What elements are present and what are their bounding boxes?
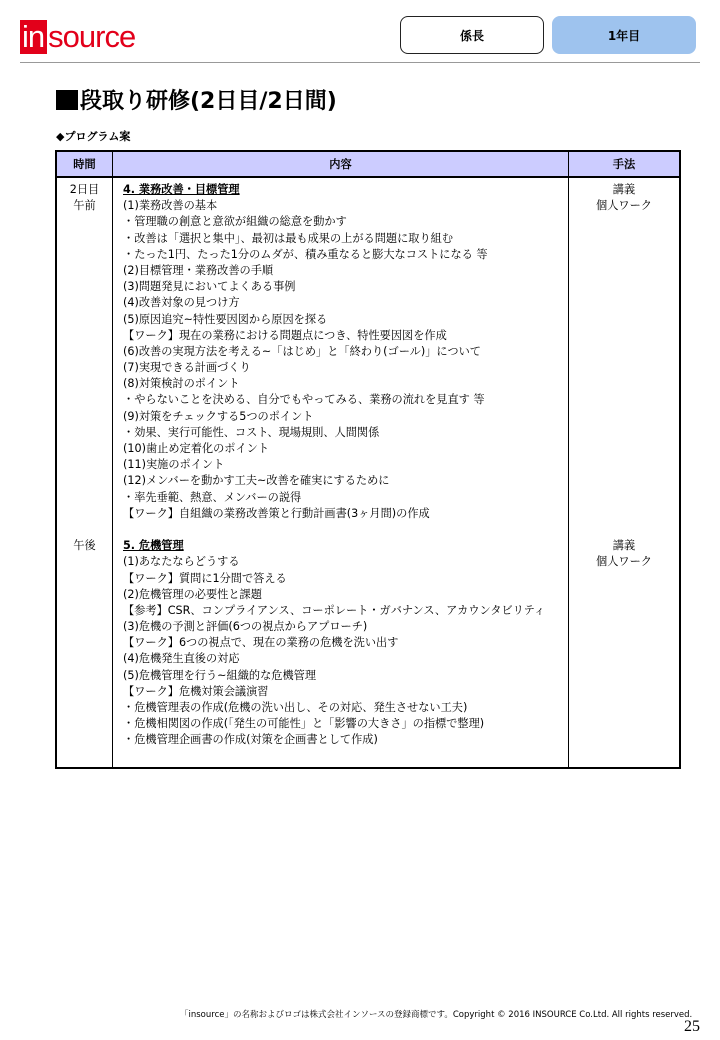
content-line: (4)危機発生直後の対応 [123,652,240,666]
spacer-line [57,376,112,392]
content-line: 【ワーク】自組織の業務改善策と行動計画書(3ヶ月間)の作成 [123,506,430,520]
content-line: (4)改善対象の見つけ方 [123,296,240,310]
content-line: (5)危機管理を行う~組織的な危機管理 [123,668,317,682]
spacer-line [569,587,679,603]
table-row [56,177,680,768]
content-line: (2)危機管理の必要性と課題 [123,587,262,601]
spacer-line [57,231,112,247]
spacer-line [57,668,112,684]
spacer-line [569,425,679,441]
time-label: 午前 [73,199,96,213]
spacer-line [569,716,679,732]
content-line: ・改善は「選択と集中」、最初は最も成果の上がる問題に取り組む [123,231,454,245]
spacer-line [57,700,112,716]
logo-in-mark: in [20,20,47,54]
spacer-line [569,490,679,506]
spacer-line [57,635,112,651]
program-table [55,150,681,769]
method-column [569,182,679,749]
spacer-line [57,571,112,587]
spacer-line [57,684,112,700]
spacer-line [57,279,112,295]
spacer-line [57,506,112,522]
content-line: ・効果、実行可能性、コスト、現場規則、人間関係 [123,425,380,439]
spacer-line [569,214,679,230]
content-line: (7)実現できる計画づくり [123,361,251,375]
spacer-line [57,344,112,360]
spacer-line [569,295,679,311]
spacer-line [569,668,679,684]
spacer-line [57,473,112,489]
spacer-line [57,603,112,619]
content-line: ・危機管理企画書の作成(対策を企画書として作成) [123,733,378,747]
page-title [56,84,337,115]
spacer-line [569,231,679,247]
spacer-line [569,522,679,538]
content-line: 【ワーク】6つの視点で、現在の業務の危機を洗い出す [123,636,399,650]
spacer-line [569,360,679,376]
content-line: 【参考】CSR、コンプライアンス、コーポレート・ガバナンス、アカウンタビリティ [123,603,546,617]
spacer-line [569,700,679,716]
time-column [57,182,112,749]
content-line: ・率先垂範、熱意、メンバーの説得 [123,490,302,504]
header-time: 時間 [56,151,113,177]
content-line: ・やらないことを決める、自分でもやってみる、業務の流れを見直す 等 [123,393,485,407]
role-tag: 係長 [400,16,544,54]
spacer-line [57,409,112,425]
spacer-line [57,295,112,311]
content-line: (1)あなたならどうする [123,555,240,569]
spacer-line [569,392,679,408]
time-label: 2日目 [69,183,100,196]
copyright-footer: 「insource」の名称およびロゴは株式会社インソースの登録商標です。Copyright © 2016 INSOURCE Co.Ltd. All rights reserved. [180,1010,693,1020]
content-line: ・危機相関図の作成(「発生の可能性」と「影響の大きさ」の指標で整理) [123,717,485,731]
header-method: 手法 [569,151,681,177]
spacer-line [57,392,112,408]
method-label: 個人ワーク [596,199,652,213]
spacer-line [569,441,679,457]
spacer-line [57,214,112,230]
section-heading: 5. 危機管理 [123,539,184,553]
spacer-line [57,457,112,473]
page-number: 25 [684,1018,700,1035]
spacer-line [569,506,679,522]
spacer-line [57,247,112,263]
spacer-line [569,312,679,328]
content-line: ・たった1円、たった1分のムダが、積み重なると膨大なコストになる 等 [123,247,488,261]
insource-logo [20,20,135,58]
spacer-line [569,571,679,587]
program-subtitle: ◆プログラム案 [56,130,131,143]
content-column [123,182,568,749]
content-line: (3)危機の予測と評価(6つの視点からアプローチ) [123,620,368,634]
spacer-line [57,732,112,748]
content-line: 【ワーク】質問に1分間で答える [123,571,287,585]
section-gap [123,522,568,538]
spacer-line [57,522,112,538]
time-cell [56,177,113,768]
content-line: (12)メンバーを動かす工夫~改善を確実にするために [123,474,390,488]
year-tag: 1年目 [552,16,696,54]
header-divider [20,62,700,63]
method-label: 個人ワーク [596,555,652,569]
spacer-line [569,263,679,279]
time-label: 午後 [73,539,96,553]
content-line: (6)改善の実現方法を考える~「はじめ」と「終わり(ゴール)」について [123,344,481,358]
spacer-line [57,490,112,506]
spacer-line [569,651,679,667]
spacer-line [569,684,679,700]
spacer-line [57,554,112,570]
content-line: (11)実施のポイント [123,458,225,472]
square-bullet-icon [56,90,78,110]
content-line: (10)歯止め定着化のポイント [123,442,270,455]
content-line: (1)業務改善の基本 [123,199,218,213]
spacer-line [569,473,679,489]
content-line: (8)対策検討のポイント [123,377,240,391]
spacer-line [57,619,112,635]
spacer-line [569,279,679,295]
section-heading: 4. 業務改善・目標管理 [123,183,240,196]
spacer-line [57,587,112,603]
spacer-line [569,344,679,360]
spacer-line [57,328,112,344]
content-line: ・管理職の創意と意欲が組織の総意を動かす [123,215,347,229]
method-cell [569,177,681,768]
spacer-line [569,409,679,425]
method-label: 講義 [612,539,636,553]
spacer-line [57,425,112,441]
content-line: 【ワーク】危機対策会議演習 [123,684,269,698]
content-line: ・危機管理表の作成(危機の洗い出し、その対応、発生させない工夫) [123,701,468,714]
spacer-line [569,619,679,635]
spacer-line [57,263,112,279]
content-line: (3)問題発見においてよくある事例 [123,280,296,294]
spacer-line [569,457,679,473]
content-line: 【ワーク】現在の業務における問題点につき、特性要因図を作成 [123,328,447,342]
spacer-line [569,635,679,651]
spacer-line [57,441,112,457]
spacer-line [57,312,112,328]
page-title-text: 段取り研修(2日目/2日間) [80,89,337,114]
spacer-line [57,360,112,376]
spacer-line [57,651,112,667]
spacer-line [569,732,679,748]
content-line: (5)原因追究~特性要因図から原因を探る [123,312,328,326]
header-content: 内容 [113,151,569,177]
content-line: (2)目標管理・業務改善の手順 [123,263,274,277]
content-line: (9)対策をチェックする5つのポイント [123,409,314,423]
logo-source-text: source [48,19,136,54]
method-label: 講義 [612,183,636,196]
content-cell [113,177,569,768]
table-header-row [56,151,680,177]
spacer-line [57,716,112,732]
spacer-line [569,376,679,392]
spacer-line [569,328,679,344]
spacer-line [569,247,679,263]
spacer-line [569,603,679,619]
